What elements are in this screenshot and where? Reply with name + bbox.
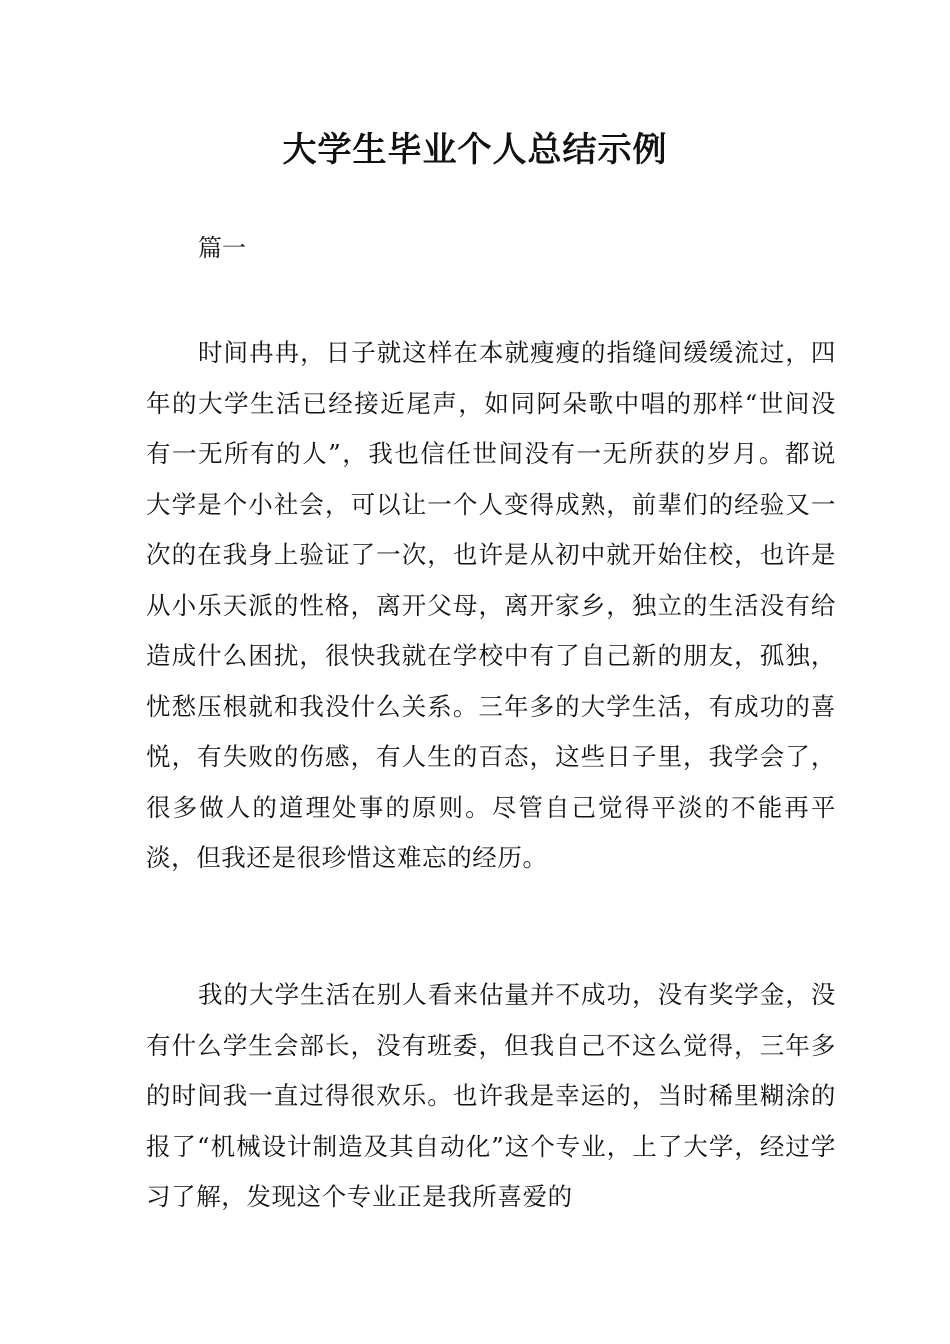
paragraph-1: 时间冉冉，日子就这样在本就瘦瘦的指缝间缓缓流过，四年的大学生活已经接近尾声，如同阿朵歌中唱的那样“世间没有一无所有的人”，我也信任世间没有一无所获的岁月。都说大学是个小社会，可以让一个人变得成熟，前辈们的经验又一次的在我身上验证了一次，也许是从初中就开始住校，也许是从小乐天派的性格，离开父母，离开家乡，独立的生活没有给造成什么困扰，很快我就在学校中有了自己新的朋友，孤独，忧愁压根就和我没什么关系。三年多的大学生活，有成功的喜悦，有失败的伤感，有人生的百态，这些日子里，我学会了，很多做人的道理处事的原则。尽管自己觉得平淡的不能再平淡，但我还是很珍惜这难忘的经历。 xyxy=(146,338,836,872)
paragraph-2: 我的大学生活在别人看来估量并不成功，没有奖学金，没有什么学生会部长，没有班委，但我自己不这么觉得，三年多的时间我一直过得很欢乐。也许我是幸运的，当时稀里糊涂的报了“机械设计制造及其自动化”这个专业，上了大学，经过学习了解，发现这个专业正是我所喜爱的 xyxy=(146,980,836,1211)
section-label: 篇一 xyxy=(198,234,246,262)
document-title: 大学生毕业个人总结示例 xyxy=(282,130,668,170)
